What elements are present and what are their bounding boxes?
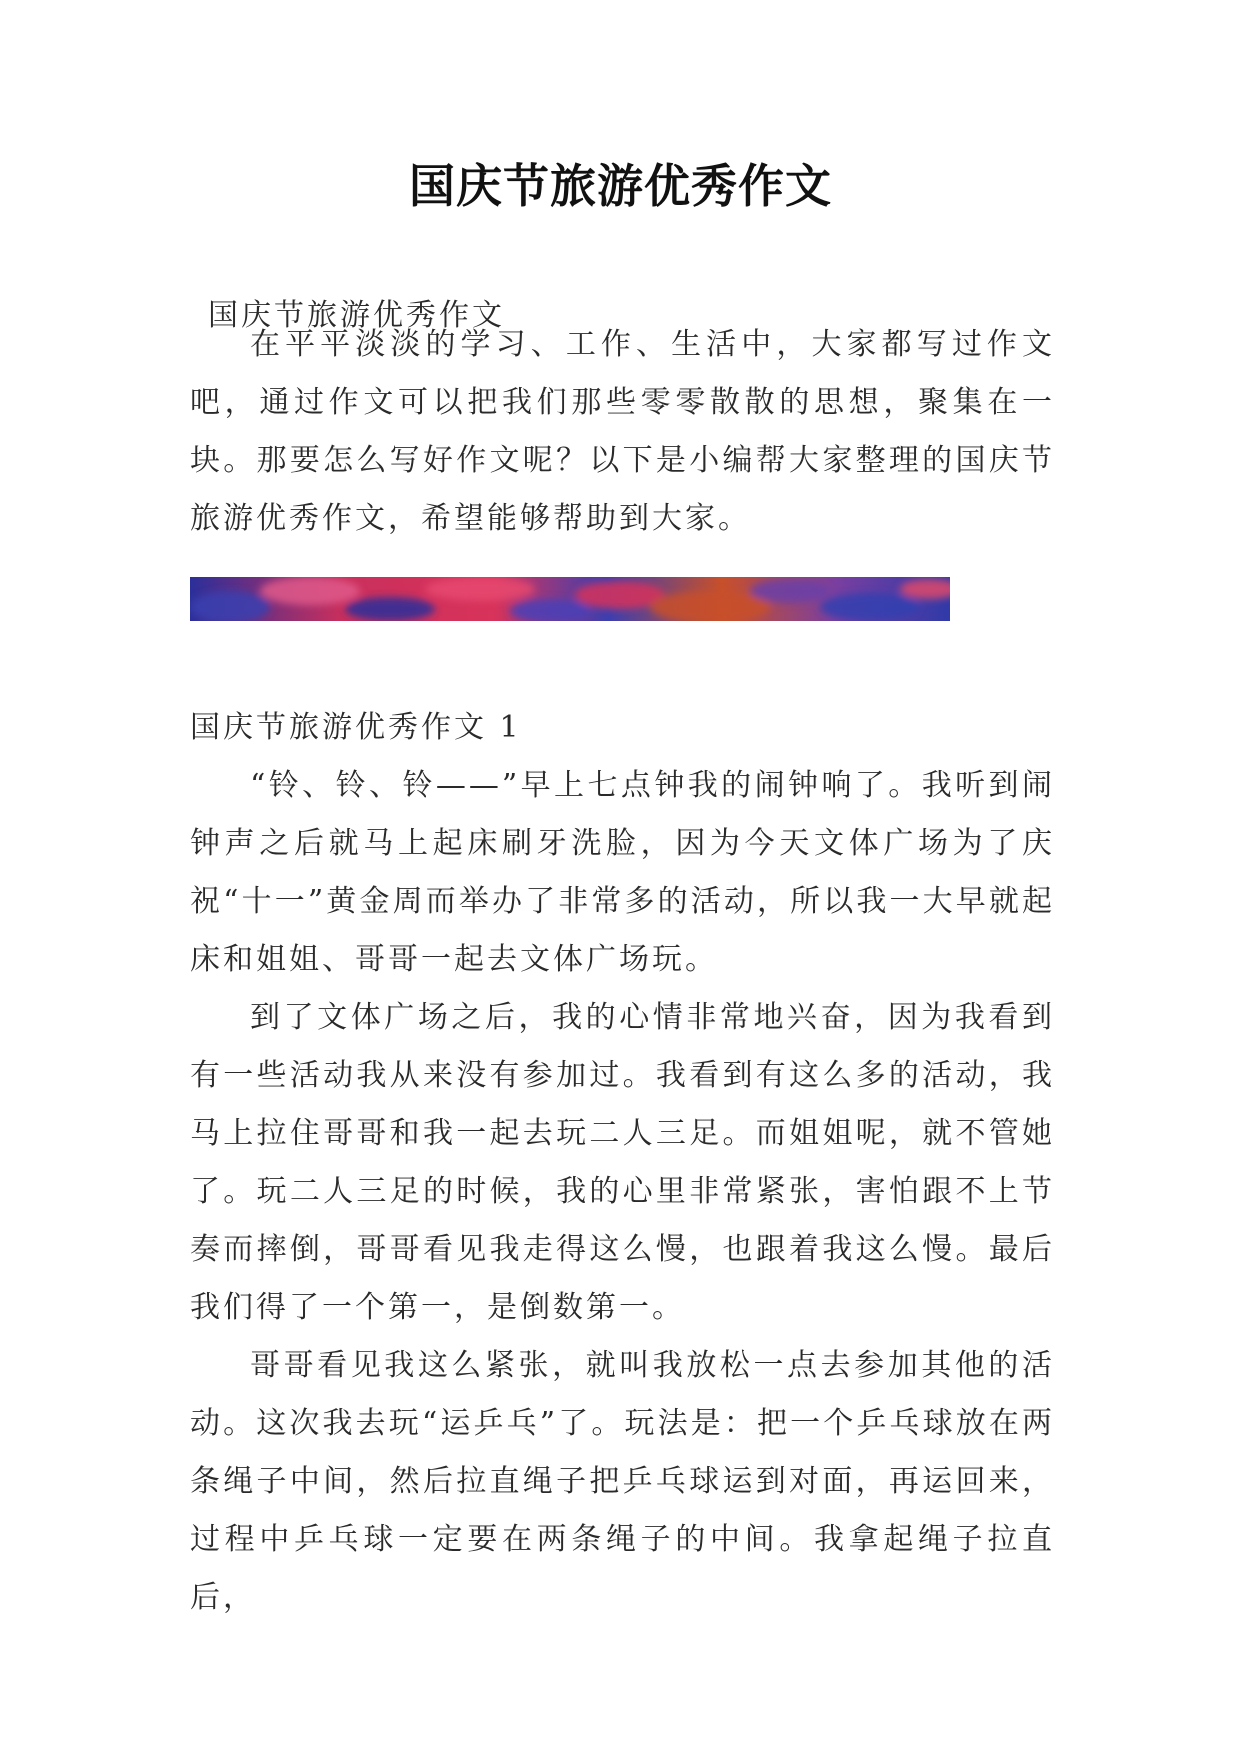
- document-title: 国庆节旅游优秀作文: [409, 159, 832, 213]
- essay-paragraph: 到了文体广场之后，我的心情非常地兴奋，因为我看到有一些活动我从来没有参加过。我看到有这么多的活动，我马上拉住哥哥和我一起去玩二人三足。而姐姐呢，就不管她了。玩二人三足的时候，我的心里非常紧张，害怕跟不上节奏而摔倒，哥哥看见我走得这么慢，也跟着我这么慢。最后我们得了一个第一，是倒数第一。: [190, 1000, 1055, 1325]
- decorative-banner-image: [190, 577, 950, 621]
- intro-paragraph: 在平平淡淡的学习、工作、生活中，大家都写过作文吧，通过作文可以把我们那些零零散散的思想，聚集在一块。那要怎么写好作文呢？以下是小编帮大家整理的国庆节旅游优秀作文，希望能够帮助到大家。: [190, 327, 1055, 536]
- section-heading: 国庆节旅游优秀作文 1: [190, 710, 522, 745]
- essay-paragraph: 哥哥看见我这么紧张，就叫我放松一点去参加其他的活动。这次我去玩“运乒乓”了。玩法是：把一个乒乓球放在两条绳子中间，然后拉直绳子把乒乓球运到对面，再运回来，过程中乒乓球一定要在两条绳子的中间。我拿起绳子拉直后，: [190, 1348, 1055, 1615]
- essay-body: [190, 757, 1055, 1627]
- banner-graphic: [190, 577, 950, 621]
- intro-block: [190, 316, 1055, 548]
- essay-paragraph: “铃、铃、铃——”早上七点钟我的闹钟响了。我听到闹钟声之后就马上起床刷牙洗脸，因为今天文体广场为了庆祝“十一”黄金周而举办了非常多的活动，所以我一大早就起床和姐姐、哥哥一起去文体广场玩。: [190, 768, 1055, 977]
- document-subtitle: 国庆节旅游优秀作文: [208, 298, 505, 333]
